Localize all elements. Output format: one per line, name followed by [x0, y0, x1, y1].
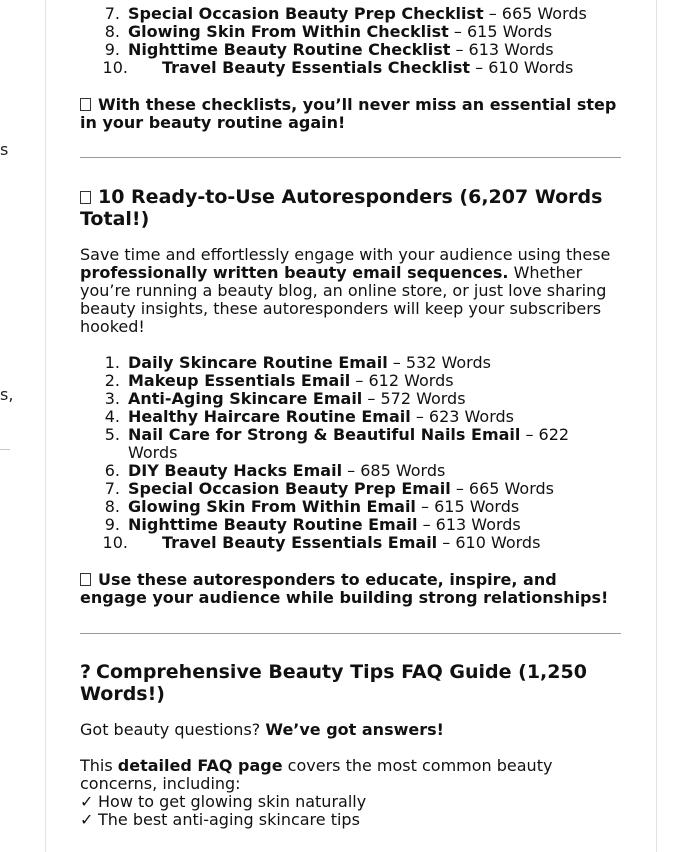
autoresponders-closing: Use these autoresponders to educate, inspire, and engage your audience while building strong relationships! [80, 570, 609, 607]
column-border-left [45, 0, 46, 852]
list-item: 2. Makeup Essentials Email – 612 Words [104, 371, 454, 390]
checklist-list [80, 5, 621, 77]
list-item: 8. Glowing Skin From Within Checklist – 615 Words [104, 22, 553, 41]
autoresponders-list [80, 354, 621, 552]
checkmark-icon: ✓ [80, 810, 94, 829]
list-item: 7. Special Occasion Beauty Prep Email – 665 Words [104, 479, 554, 498]
list-item: ✓ The best anti-aging skincare tips [80, 810, 360, 829]
section-heading: 10 Ready-to-Use Autoresponders (6,207 Words Total!) [80, 186, 603, 230]
left-sidebar-fragment [0, 0, 46, 852]
list-item: 9. Nighttime Beauty Routine Checklist – 613 Words [104, 40, 554, 59]
list-item: 6. DIY Beauty Hacks Email – 685 Words [104, 461, 446, 480]
checklists-closing: With these checklists, you’ll never miss an essential step in your beauty routine again! [80, 95, 617, 132]
question-mark-icon: ? [80, 661, 92, 683]
faq-bullet-list [80, 793, 621, 829]
list-item: ✓ How to get glowing skin naturally [80, 792, 367, 811]
faq-description: This detailed FAQ page covers the most common beauty concerns, including: [80, 756, 553, 793]
list-item: 9. Nighttime Beauty Routine Email – 613 Words [104, 515, 521, 534]
sidebar-rule [0, 449, 10, 450]
list-item: 5. Nail Care for Strong & Beautiful Nails Email – 622 Words [104, 425, 570, 462]
list-item: 4. Healthy Haircare Routine Email – 623 Words [104, 407, 514, 426]
article-content [80, 0, 621, 829]
section-divider [80, 157, 621, 158]
emoji-placeholder-icon [80, 98, 91, 111]
emoji-placeholder-icon [80, 573, 91, 586]
faq-intro: Got beauty questions? We’ve got answers! [80, 720, 444, 739]
emoji-placeholder-icon [80, 191, 91, 204]
list-item: 10. Travel Beauty Essentials Email – 610 Words [102, 533, 541, 552]
autoresponders-intro: Save time and effortlessly engage with your audience using these professionally written beauty email sequences. Whether you’re running a beauty blog, an online store, or just love sharing beauty insights, these autoresponders will keep your subscribers hooked! [80, 245, 611, 336]
section-heading: ? Comprehensive Beauty Tips FAQ Guide (1,250 Words!) [80, 661, 587, 705]
column-border-right [656, 0, 657, 852]
clipped-text-fragment: s [0, 140, 9, 159]
list-item: 7. Special Occasion Beauty Prep Checklist – 665 Words [104, 4, 587, 23]
list-item: 3. Anti-Aging Skincare Email – 572 Words [104, 389, 466, 408]
clipped-text-fragment: s, [0, 385, 14, 404]
section-divider [80, 633, 621, 634]
list-item: 1. Daily Skincare Routine Email – 532 Words [104, 353, 491, 372]
list-item: 10. Travel Beauty Essentials Checklist – 610 Words [102, 58, 574, 77]
checkmark-icon: ✓ [80, 792, 94, 811]
list-item: 8. Glowing Skin From Within Email – 615 Words [104, 497, 520, 516]
